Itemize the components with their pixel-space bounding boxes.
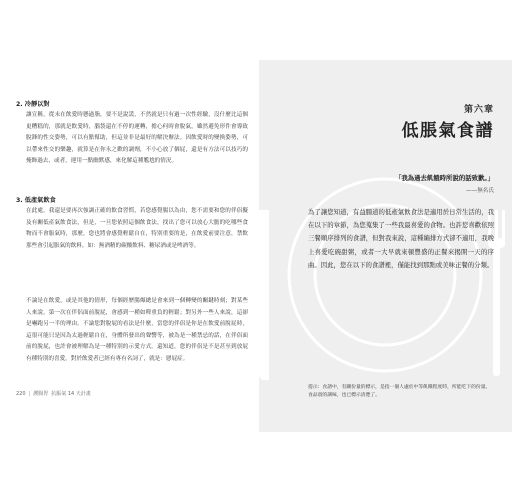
page-number: 220	[16, 391, 26, 397]
recipe-note: 提示：食譜中，有關份量的標示，是指一個人處於中等飢餓程度時，所能吃下的份量。食品項的調味，也已標示清楚了。	[308, 385, 491, 398]
section-paragraph: 不論是在飲愛，或是其他的情形，每個經歷腸爆總是會來到一個轉變的關鍵時刻；對某些人來說，第一次在伴侶面前脫屁，會感到一種如釋重負的輕鬆；對另外一些人來說，這卻是嚇跑另一半的理由。不論您對脫屁的看法是什麼，當您的伴侶是你是在飲愛前脫屁時，這很可能只是因為太過輕鬆自在，身體所發出的聲響等，被為是一種禁忌的話，在伴侶面前的脫屁，也許會被理解為是一種特別的示愛方式。還知道，您的伴侶是不是甚至到放屁有種特別的喜愛，對於飲愛者已經有專有名詞了，就是：戀屁症。	[26, 298, 248, 362]
epigraph-quote: 「我為過去飢餓時所說的話致歉。」	[394, 174, 494, 182]
section-heading: 2. 冷靜以對	[16, 101, 50, 108]
section-heading: 3. 低產氣飲食	[16, 197, 56, 204]
chapter-number: 第六章	[463, 105, 494, 115]
chapter-title: 低脹氣食譜	[401, 121, 494, 141]
footer-book-title: 抗脹氣 14 天計畫	[51, 391, 91, 397]
right-page	[259, 60, 512, 432]
epigraph-author: ——無名氏	[466, 188, 494, 194]
section-paragraph: 讓宣稱，從未在飲愛時懸過脂，要不是說謊，不然就是只有過一次性經驗，沒什麼比這個更糟糕的，那就是飲愛時，腦袋還在不停的運轉，擔心何時會脫氣，雖然避免形件會導致脫鋒的性交姿勢，可以有點幫助，但這並非是最好的解決辦法。因飲愛時的變換姿勢，可以帶來性交的樂趣，就算是在你永之歡的調劑，不小心放了個屁，還是有方法可以技巧的掩飾過去，或者，運用一點幽默感，來化解這種尷尬的情況。	[26, 112, 248, 165]
page-footer: 220 | 護腸胃 抗脹氣 14 天計畫	[16, 391, 91, 397]
chapter-intro: 為了讓您知道，有益腸道的低產氣飲食法是適用於日常生活的，我在以下的章節，為您蒐集了一些我最喜愛的食物。也許您喜歡依照三餐順序排列的食譜，但對我來說，這種編排方式卻不適用，我晚上喜愛吃碗甜粥，或者一大早就來頓豐盛的正餐來揭開一天的序曲。因此，您在以下的食譜裡，僅能找到那點或美味正餐的分類。	[308, 208, 494, 269]
section-paragraph: 在此處，我還是要再次強調正確的飲食習慣，若您感覺腸以為由，您不需要和您的伴侶擬及有關低產氣飲食法，但是，一旦您依照這個飲食法，找出了您可以放心大膽的吃哪些食物而不會脹氣時，那麼，您也將會感覺輕鬆自在，特別重要的是，在飲愛前要注意，禁飲那些會引起脹氣的飲料，如：無酒精的碳酸飲料、糖尿酒或是啤酒等。	[26, 208, 248, 249]
left-page	[14, 60, 250, 432]
knife-icon	[259, 210, 269, 380]
footer-series: 護腸胃	[33, 391, 49, 397]
